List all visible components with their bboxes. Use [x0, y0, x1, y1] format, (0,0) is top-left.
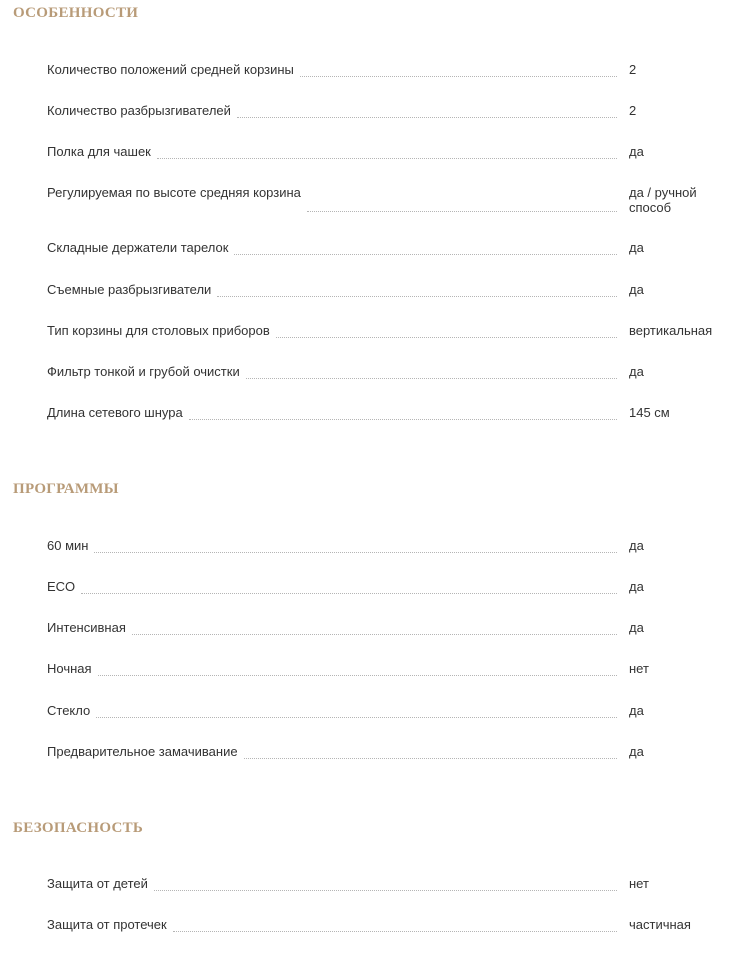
spec-value: 2: [629, 62, 637, 77]
spec-row: [47, 703, 739, 733]
spec-value: да: [629, 703, 644, 718]
spec-value: 2: [629, 103, 637, 118]
dotted-leader: [189, 405, 617, 420]
spec-label: 60 мин: [47, 538, 94, 554]
spec-value: да: [629, 240, 644, 255]
spec-value: вертикальная: [629, 323, 713, 338]
spec-row: [47, 185, 739, 215]
dotted-leader: [154, 876, 617, 891]
dotted-leader: [276, 323, 617, 338]
spec-value: нет: [629, 661, 649, 676]
spec-label: Количество разбрызгивателей: [47, 103, 237, 119]
dotted-leader: [81, 579, 617, 594]
spec-label: Количество положений средней корзины: [47, 62, 300, 78]
dotted-leader: [244, 744, 617, 759]
dotted-leader: [237, 103, 617, 118]
dotted-leader: [96, 703, 617, 718]
spec-label: Защита от протечек: [47, 917, 173, 933]
dotted-leader: [300, 62, 617, 77]
spec-label: Фильтр тонкой и грубой очистки: [47, 364, 246, 380]
spec-row: [47, 364, 739, 394]
section-title: БЕЗОПАСНОСТЬ: [13, 820, 144, 836]
spec-row: [47, 144, 739, 174]
spec-row: [47, 744, 739, 774]
dotted-leader: [132, 620, 617, 635]
spec-value: да: [629, 579, 644, 594]
spec-row: [47, 282, 739, 312]
dotted-leader: [173, 917, 617, 932]
spec-label: Съемные разбрызгиватели: [47, 282, 217, 298]
spec-value: да: [629, 144, 644, 159]
dotted-leader: [246, 364, 617, 379]
spec-row: [47, 661, 739, 691]
spec-value: частичная: [629, 917, 691, 932]
spec-row: [47, 917, 739, 947]
spec-value: да: [629, 620, 644, 635]
spec-row: [47, 620, 739, 650]
spec-value: да: [629, 282, 644, 297]
dotted-leader: [157, 144, 617, 159]
spec-row: [47, 323, 739, 353]
spec-row: [47, 538, 739, 568]
spec-row: [47, 579, 739, 609]
section-title: ПРОГРАММЫ: [13, 481, 119, 497]
spec-label: Тип корзины для столовых приборов: [47, 323, 276, 339]
spec-row: [47, 62, 739, 92]
spec-label: Полка для чашек: [47, 144, 157, 160]
spec-label: Складные держатели тарелок: [47, 240, 234, 256]
spec-row: [47, 103, 739, 133]
spec-value: нет: [629, 876, 649, 891]
dotted-leader: [307, 185, 617, 212]
dotted-leader: [94, 538, 617, 553]
section-title: ОСОБЕННОСТИ: [13, 5, 139, 21]
spec-label: Длина сетевого шнура: [47, 405, 189, 421]
spec-value: да: [629, 538, 644, 553]
spec-value: да: [629, 364, 644, 379]
dotted-leader: [217, 282, 617, 297]
dotted-leader: [98, 661, 617, 676]
spec-value: да / ручной способ: [629, 185, 697, 215]
spec-row: [47, 240, 739, 270]
spec-label: Ночная: [47, 661, 98, 677]
dotted-leader: [234, 240, 617, 255]
spec-row: [47, 405, 739, 435]
spec-row: [47, 876, 739, 906]
spec-value: 145 см: [629, 405, 670, 420]
spec-label: Интенсивная: [47, 620, 132, 636]
spec-label: Регулируемая по высоте средняя корзина: [47, 185, 307, 201]
spec-label: Стекло: [47, 703, 96, 719]
spec-label: ECO: [47, 579, 81, 595]
spec-value: да: [629, 744, 644, 759]
spec-label: Защита от детей: [47, 876, 154, 892]
spec-label: Предварительное замачивание: [47, 744, 244, 760]
